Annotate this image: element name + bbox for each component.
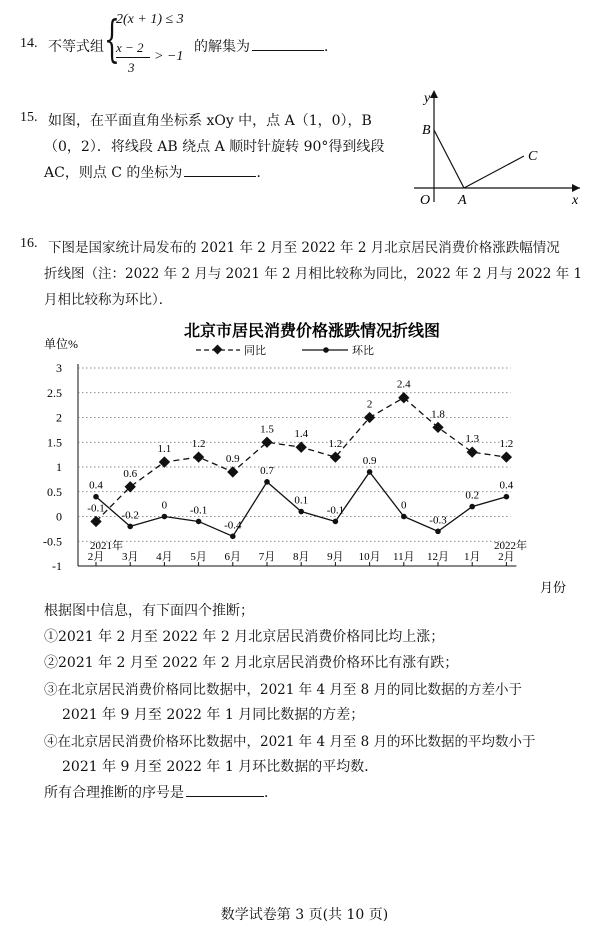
cpi-line-chart <box>0 312 609 602</box>
chart-ytick-label: -1 <box>52 559 62 573</box>
q15-label-a: A <box>458 193 467 208</box>
series-huanbi-point <box>127 524 133 530</box>
series-huanbi-label: 0 <box>401 499 407 512</box>
q14-number: 14. <box>20 36 38 51</box>
q15-label-c: C <box>528 149 538 164</box>
chart-ytick-label: 2 <box>56 410 62 425</box>
series-tongbi-point <box>159 456 170 467</box>
series-tongbi-label: 0.9 <box>225 452 240 465</box>
series-tongbi-label: 1.2 <box>499 438 514 451</box>
series-tongbi-label: 1.4 <box>294 428 309 441</box>
chart-xtick-label: 11月 <box>393 551 415 563</box>
series-huanbi-label: 0.9 <box>362 454 377 467</box>
chart-ytick-label: 1 <box>56 460 62 474</box>
chart-xtick-label: 3月 <box>121 551 139 563</box>
series-tongbi-label: 1.2 <box>328 438 343 451</box>
series-tongbi-point <box>467 446 478 457</box>
q15-label-o: O <box>420 193 431 208</box>
series-huanbi-label: 0.2 <box>465 489 480 502</box>
q16-line-2: 折线图（注：2022 年 2 月与 2021 年 2 月相比较称为同比，2022 年 2 月与 2022 年 1 <box>44 266 583 282</box>
chart-xtick-label: 10月 <box>358 551 381 563</box>
series-huanbi-point <box>230 534 236 540</box>
chart-xtick-label: 1月 <box>463 551 481 563</box>
q16-statement-3a: ③在北京居民消费价格同比数据中，2021 年 4 月至 8 月的同比数据的方差小于 <box>44 682 522 698</box>
q14-brace: { <box>104 10 120 68</box>
chart-xtick-label: 9月 <box>327 551 344 563</box>
series-huanbi-label: -0.2 <box>121 509 139 522</box>
chart-ytick-label: 1.5 <box>47 435 62 450</box>
series-tongbi-point <box>432 422 443 433</box>
q16-line-1: 下图是国家统计局发布的 2021 年 2 月至 2022 年 2 月北京居民消费价格涨跌幅情况 <box>48 240 560 256</box>
q16-answer-blank[interactable] <box>186 784 264 797</box>
chart-ytick-label: 2.5 <box>47 385 62 400</box>
q15-y-arrow-icon <box>430 90 438 98</box>
series-huanbi-point <box>196 519 202 525</box>
series-huanbi-label: 0.4 <box>499 479 514 492</box>
chart-xtick-label: 4月 <box>156 551 173 563</box>
q16-after-chart: 根据图中信息，有下面四个推断； <box>44 603 254 619</box>
q16-line-3: 月相比较称为环比）． <box>44 292 173 308</box>
q16-number: 16. <box>20 236 38 251</box>
chart-xtick-label: 12月 <box>427 551 449 563</box>
series-tongbi-label: -0.1 <box>87 502 105 515</box>
q15-line-2: （0，2）．将线段 AB 绕点 A 顺时针旋转 90°得到线段 <box>44 139 385 155</box>
legend-label-huanbi: 环比 <box>352 345 374 357</box>
legend-label-tongbi: 同比 <box>244 345 266 357</box>
page-footer: 数学试卷第 3 页(共 10 页) <box>220 907 389 923</box>
q15-number: 15. <box>20 110 38 125</box>
chart-legend <box>196 343 374 357</box>
chart-year-start: 2021年 <box>90 540 123 552</box>
chart-xtick-label: 2月 <box>498 551 515 563</box>
q14-fraction-denominator: 3 <box>128 60 135 75</box>
series-huanbi-label: 0.7 <box>260 464 274 477</box>
series-tongbi-point <box>501 451 512 462</box>
series-tongbi-label: 1.3 <box>465 433 480 446</box>
chart-xtick-label: 5月 <box>190 551 207 563</box>
q15-coordinate-figure <box>400 86 590 210</box>
series-huanbi-label: -0.4 <box>224 519 242 532</box>
chart-ytick-label: -0.5 <box>43 534 62 549</box>
q15-answer-blank[interactable] <box>184 164 256 177</box>
q14-fraction-numerator: x − 2 <box>116 40 144 55</box>
series-tongbi-label: 2 <box>366 398 373 411</box>
q14-answer-blank[interactable] <box>252 38 324 51</box>
series-huanbi-label: 0.1 <box>294 494 309 507</box>
chart-year-end: 2022年 <box>494 540 527 552</box>
chart-xlabel: 月份 <box>540 580 567 595</box>
q16-statement-1: ①2021 年 2 月至 2022 年 2 月北京居民消费价格同比均上涨； <box>44 629 445 645</box>
series-tongbi-label: 0.6 <box>123 467 138 480</box>
q16-ask-text: 所有合理推断的序号是 <box>44 785 184 801</box>
series-tongbi-point <box>193 451 204 462</box>
series-tongbi-label: 2.4 <box>396 378 411 391</box>
series-huanbi-point <box>504 494 510 500</box>
series-huanbi-point <box>264 479 270 485</box>
series-huanbi-label: -0.1 <box>326 504 345 517</box>
q15-segment-ab <box>434 130 464 188</box>
chart-xtick-label: 2月 <box>87 551 105 563</box>
q15-line-1: 如图，在平面直角坐标系 xOy 中，点 A（1，0），B <box>48 113 372 129</box>
q16-ask: 所有合理推断的序号是 ． <box>44 785 278 801</box>
q16-statement-4a: ④在北京居民消费价格环比数据中，2021 年 4 月至 8 月的环比数据的平均数小于 <box>44 734 536 750</box>
chart-title: 北京市居民消费价格涨跌情况折线图 <box>183 323 441 340</box>
chart-xtick-label: 7月 <box>258 551 276 563</box>
series-huanbi-point <box>469 504 475 510</box>
series-tongbi-label: 1.5 <box>260 423 274 436</box>
chart-ylabel: 单位% <box>44 337 78 351</box>
legend-dot-icon <box>323 347 329 353</box>
series-huanbi-point <box>367 469 373 475</box>
q15-label-b: B <box>422 123 431 138</box>
series-huanbi-point <box>162 514 168 520</box>
q16-statement-2: ②2021 年 2 月至 2022 年 2 月北京居民消费价格环比有涨有跌； <box>44 655 459 671</box>
series-huanbi-label: -0.3 <box>429 514 447 527</box>
chart-xtick-label: 6月 <box>224 551 242 563</box>
series-huanbi-label: 0 <box>161 499 168 512</box>
series-huanbi-point <box>333 519 339 525</box>
q16-statement-4b: 2021 年 9 月至 2022 年 1 月环比数据的平均数． <box>62 759 379 775</box>
q15-x-arrow-icon <box>572 184 580 192</box>
q15-segment-ac <box>464 156 524 188</box>
q15-line-3: AC，则点 C 的坐标为 ． <box>44 165 271 181</box>
series-huanbi-label: -0.1 <box>189 504 208 517</box>
q15-label-y: y <box>424 91 431 106</box>
series-huanbi-point <box>298 509 304 515</box>
q15-line-3-text: AC，则点 C 的坐标为 <box>44 165 183 181</box>
q14-fraction-bar <box>116 57 150 58</box>
legend-diamond-icon <box>213 345 223 355</box>
q14-suffix-text: 的解集为 <box>194 39 250 55</box>
chart-ytick-label: 3 <box>56 361 62 375</box>
series-tongbi-point <box>296 442 307 453</box>
q14-suffix: 的解集为 ． <box>194 39 338 55</box>
series-huanbi-label: 0.4 <box>89 479 103 492</box>
q14-inequality-1: 2(x + 1) ≤ 3 <box>116 12 184 27</box>
series-tongbi-label: 1.2 <box>191 438 206 451</box>
chart-ytick-label: 0.5 <box>47 484 62 499</box>
q14-prefix: 不等式组 <box>48 39 104 55</box>
series-tongbi-point <box>227 466 238 477</box>
chart-ytick-label: 0 <box>56 509 62 524</box>
series-huanbi-point <box>93 494 99 500</box>
series-tongbi-label: 1.8 <box>431 408 445 421</box>
chart-xtick-label: 8月 <box>292 551 310 563</box>
series-huanbi-point <box>435 529 441 535</box>
series-tongbi-label: 1.1 <box>157 443 172 456</box>
q16-statement-3b: 2021 年 9 月至 2022 年 1 月同比数据的方差； <box>62 707 365 723</box>
q15-label-x: x <box>572 193 579 208</box>
series-huanbi-point <box>401 514 407 520</box>
q14-inequality-2-rest: > −1 <box>154 49 184 64</box>
